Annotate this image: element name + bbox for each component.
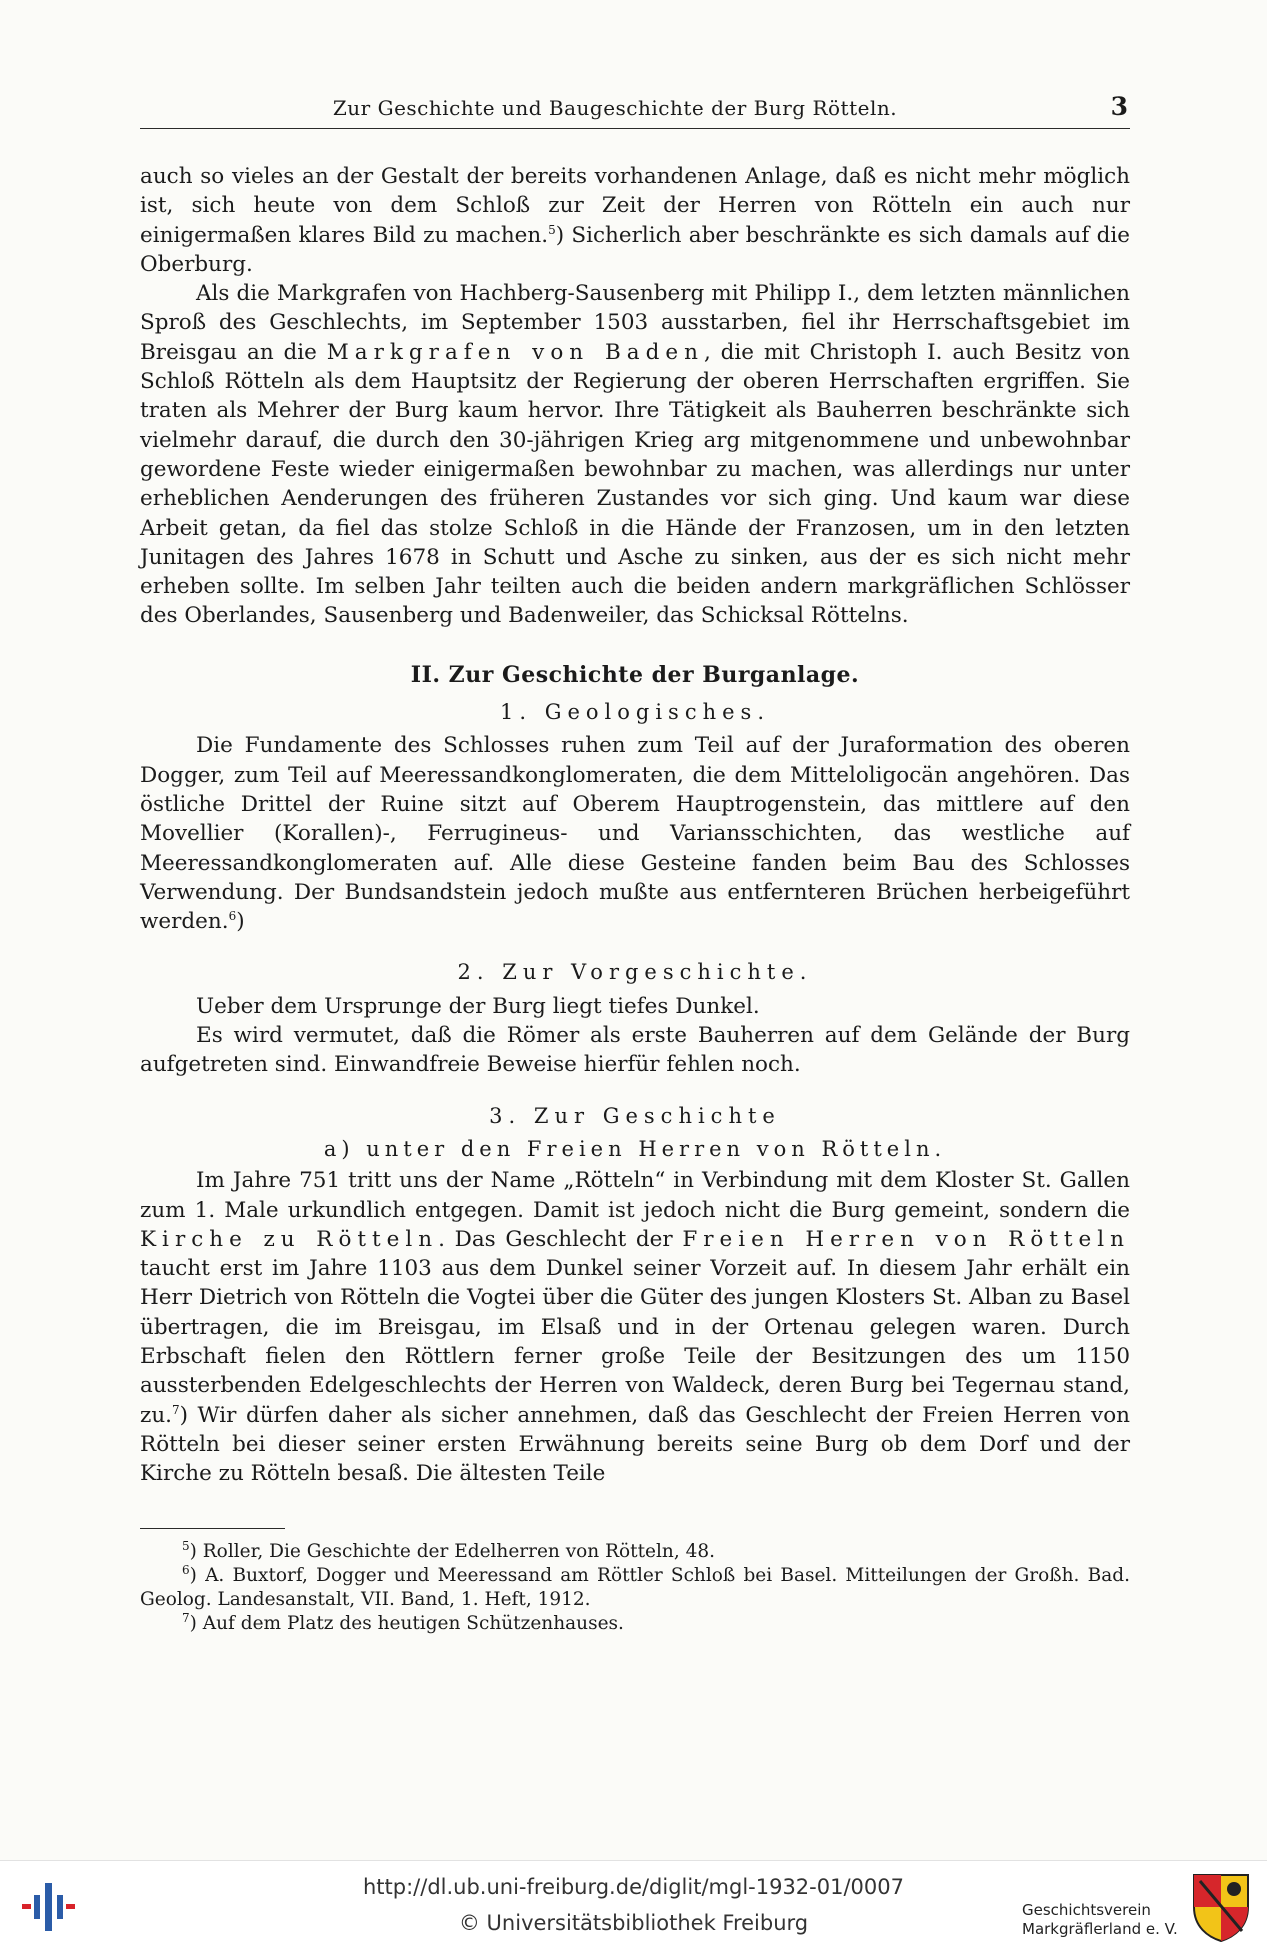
paragraph-vorgeschichte-1: Ueber dem Ursprunge der Burg liegt tiefes Dunkel.	[196, 993, 760, 1019]
paragraph-vorgeschichte-2: Es wird vermutet, daß die Römer als erste Bauherren auf dem Gelände der Burg aufgetreten sind. Einwandfreie Beweise hierfür fehlen noch.	[140, 1023, 1130, 1078]
paragraph-2	[140, 279, 1130, 631]
footnote-ref-6: 6	[228, 908, 237, 923]
viewer-footer	[0, 1860, 1267, 1952]
footnote-7: $^7$) Auf dem Platz des heutigen Schützenhauses.	[182, 1610, 624, 1634]
footnote-6: $^6$) A. Buxtorf, Dogger und Meeressand am Röttler Schloß bei Basel. Mitteilungen der Großh. Bad. Geolog. Landesanstalt, VII. Band, 1. Heft, 1912.	[140, 1562, 1130, 1610]
footnote-7-text: Auf dem Platz des heutigen Schützenhauses.	[202, 1613, 624, 1634]
running-title: Zur Geschichte und Baugeschichte der Burg Rötteln.	[332, 96, 898, 120]
footnote-rule	[140, 1528, 285, 1529]
paragraph-1-text: auch so vieles an der Gestalt der bereits vorhandenen Anlage, daß es nicht mehr möglich ist, sich heute von dem Schloß zur Zeit der Herren von Rötteln ein auch nur einigermaßen klares Bild zu machen.	[140, 164, 1130, 248]
organization-line-2: Markgräflerland e. V.	[1022, 1920, 1178, 1938]
footnotes	[140, 1540, 1130, 1636]
subsection-vorgeschichte: 2. Zur Vorgeschichte.	[457, 960, 813, 985]
subsection-geschichte: 3. Zur Geschichte	[489, 1103, 781, 1128]
geschichte-spaced-2: Freien Herren von Rötteln	[682, 1226, 1130, 1252]
organization-line-1: Geschichtsverein	[1022, 1901, 1151, 1919]
paragraph-geschichte: Im Jahre 751 tritt uns der Name „Rötteln“ in Verbindung mit dem Kloster St. Gallen zum 1. Male urkundlich entgegen. Damit ist jedoch nicht die Burg gemeint, sondern die Kirche zu Rötteln. Das Geschlecht der Freien Herren von Rötteln taucht erst im Jahre 1103 aus dem Dunkel seiner Vorzeit auf. In diesem Jahr erhält ein Herr Dietrich von Rötteln die Vogtei über die Güter des jungen Klosters St. Alban zu Basel übertragen, die im Breisgau, im Elsaß und in der Ortenau gelegen waren. Durch Erbschaft fielen den Röttlern ferner große Teile der Besitzungen des um 1150 aussterbenden Edelgeschlechts der Herren von Waldeck, deren Burg bei Tegernau stand, zu.$^7$) Wir dürfen daher als sicher annehmen, daß das Geschlecht der Freien Herren von Rötteln bei dieser seiner ersten Erwähnung bereits seine Burg ob dem Dorf und der Kirche zu Rötteln besaß. Die ältesten Teile	[140, 1168, 1130, 1487]
footnote-ref-5: 5	[548, 222, 556, 237]
footnote-6-mark: 6	[182, 1562, 190, 1577]
geschichte-text-c: taucht erst im Jahre 1103 aus dem Dunkel seiner Vorzeit auf. In diesem Jahr erhält ein Herr Dietrich von Rötteln die Vogtei über die Güter des jungen Klosters St. Alban zu Basel übertragen, die im Breisgau, im Elsaß und in der Ortenau gelegen waren. Durch Erbschaft fielen den Röttlern ferner große Teile der Besitzungen des um 1150 aussterbenden Edelgeschlechts der Herren von Waldeck, deren Burg bei Tegernau stand, zu.	[140, 1256, 1130, 1428]
footnote-ref-7: 7	[172, 1402, 180, 1417]
footnote-6-text: A. Buxtorf, Dogger und Meeressand am Röttler Schloß bei Basel. Mitteilungen der Großh. Bad. Geolog. Landesanstalt, VII. Band, 1. Heft, 1912.	[140, 1565, 1130, 1610]
page-number: 3	[1110, 92, 1128, 121]
paragraph-2-text-a: Als die Markgrafen von Hachberg-Sausenberg mit Philipp I., dem letzten männlichen Sproß des Geschlechts, im September 1503 ausstarben, fiel ihr Herrschaftsgebiet im Breisgau an die	[140, 281, 1130, 365]
footnote-5-text: Roller, Die Geschichte der Edelherren von Rötteln, 48.	[202, 1541, 716, 1562]
copyright-text: © Universitätsbibliothek Freiburg	[458, 1911, 809, 1935]
footnote-5-mark: 5	[182, 1538, 190, 1553]
subsection-freie-herren: a) unter den Freien Herren von Rötteln.	[323, 1136, 947, 1161]
section-heading: II. Zur Geschichte der Burganlage.	[410, 661, 860, 688]
geologisches-text: Die Fundamente des Schlosses ruhen zum Teil auf der Juraformation des oberen Dogger, zum Teil auf Meeressandkonglomeraten, die dem Mitteloligocän angehören. Das östliche Drittel der Ruine sitzt auf Oberem Hauptrogenstein, das mittlere auf den Movellier (Korallen)-, Ferrugineus- und Variansschichten, das westliche auf Meeressandkonglomeraten auf. Alle diese Gesteine fanden beim Bau des Schlosses Verwendung. Der Bundsandstein jedoch mußte aus entfernteren Brüchen herbeigeführt werden.	[140, 733, 1130, 935]
geschichte-text-a: Im Jahre 751 tritt uns der Name „Rötteln“ in Verbindung mit dem Kloster St. Gallen zum 1. Male urkundlich entgegen. Damit ist jedoch nicht die Burg gemeint, sondern die	[140, 1168, 1130, 1223]
geschichte-text-b: . Das Geschlecht der	[438, 1226, 683, 1252]
main-text	[140, 162, 1130, 1488]
subsection-geologisches: 1. Geologisches.	[499, 700, 771, 725]
organization-name	[1022, 1901, 1182, 1939]
coat-of-arms-icon[interactable]	[1190, 1871, 1252, 1943]
footnote-5: $^5$) Roller, Die Geschichte der Edelherren von Rötteln, 48.	[182, 1538, 716, 1562]
paragraph-2-spaced: Markgrafen von Baden	[326, 339, 704, 365]
footnote-7-mark: 7	[182, 1610, 190, 1625]
permalink-url[interactable]: http://dl.ub.uni-freiburg.de/diglit/mgl-1932-01/0007	[362, 1875, 904, 1899]
geschichte-spaced-1: Kirche zu Rötteln	[140, 1226, 439, 1252]
geschichte-text-d: Wir dürfen daher als sicher annehmen, daß das Geschlecht der Freien Herren von Rötteln bei dieser seiner ersten Erwähnung bereits seine Burg ob dem Dorf und der Kirche zu Rötteln besaß. Die ältesten Teile	[140, 1402, 1130, 1487]
running-header	[140, 92, 1130, 129]
paragraph-1-tail: Sicherlich aber beschränkte es sich damals auf die Oberburg.	[140, 222, 1131, 277]
paragraph-geologisches: Die Fundamente des Schlosses ruhen zum Teil auf der Juraformation des oberen Dogger, zum Teil auf Meeressandkonglomeraten, die dem Mitteloligocän angehören. Das östliche Drittel der Ruine sitzt auf Oberem Hauptrogenstein, das mittlere auf den Movellier (Korallen)-, Ferrugineus- und Variansschichten, das westliche auf Meeressandkonglomeraten auf. Alle diese Gesteine fanden beim Bau des Schlosses Verwendung. Der Bundsandstein jedoch mußte aus entfernteren Brüchen herbeigeführt werden.$^6$)	[140, 733, 1130, 935]
paragraph-2-text-b: , die mit Christoph I. auch Besitz von Schloß Rötteln als dem Hauptsitz der Regierung der oberen Herrschaften ergriffen. Sie traten als Mehrer der Burg kaum hervor. Ihre Tätigkeit als Bauherren beschränkte sich vielmehr darauf, die durch den 30-jährigen Krieg arg mitgenommene und unbewohnbar gewordene Feste wieder einigermaßen bewohnbar zu machen, was allerdings nur unter erheblichen Aenderungen des früheren Zustandes vor sich ging. Und kaum war diese Arbeit getan, da fiel das stolze Schloß in die Hände der Franzosen, um in den letzten Junitagen des Jahres 1678 in Schutt und Asche zu sinken, aus der es sich nicht mehr erheben sollte. Im selben Jahr teilten auch die beiden andern markgräflichen Schlösser des Oberlandes, Sausenberg und Badenweiler, das Schicksal Röttelns.	[140, 339, 1131, 629]
paragraph-1: auch so vieles an der Gestalt der bereits vorhandenen Anlage, daß es nicht mehr möglich ist, sich heute von dem Schloß zur Zeit der Herren von Rötteln ein auch nur einigermaßen klares Bild zu machen.$^5$) Sicherlich aber beschränkte es sich damals auf die Oberburg.	[140, 164, 1131, 277]
